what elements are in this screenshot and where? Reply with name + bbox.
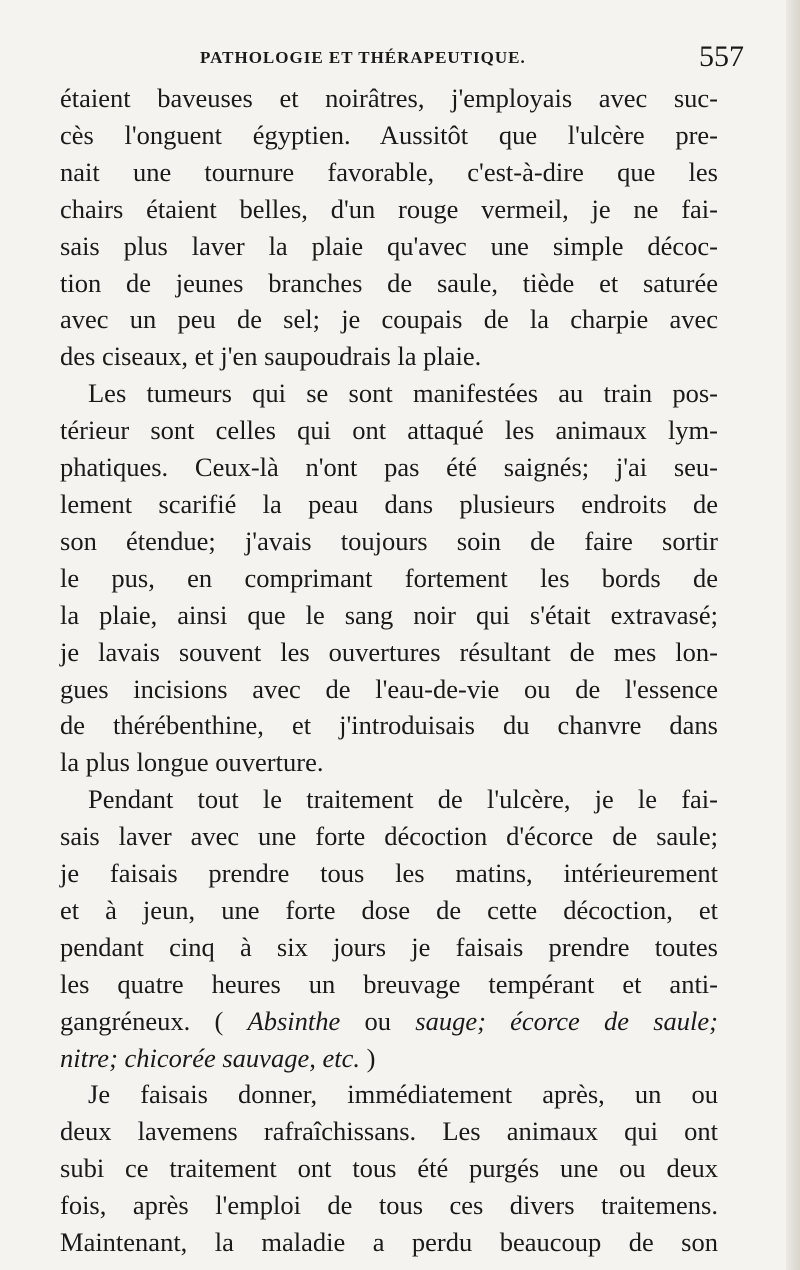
text-line: térieur sont celles qui ont attaqué les animaux lym- — [60, 415, 718, 446]
page-number: 557 — [699, 40, 744, 73]
text-line: étaient baveuses et noirâtres, j'employais avec suc- — [60, 83, 718, 113]
text-run: ou — [340, 1005, 416, 1036]
text-run: ) — [359, 1042, 376, 1073]
text-line: des ciseaux, et j'en saupoudrais la plaie. — [60, 341, 482, 372]
paragraph-4 — [60, 1076, 718, 1261]
text-line: fois, après l'emploi de tous ces divers traitemens. — [60, 1190, 718, 1221]
text-line: Pendant tout le traitement de l'ulcère, je le fai- — [88, 784, 718, 815]
text-line: son étendue; j'avais toujours soin de faire sortir — [60, 525, 718, 556]
paragraph-2 — [60, 375, 718, 781]
text-line: tion de jeunes branches de saule, tiède et saturée — [60, 267, 718, 298]
text-line-mixed — [60, 1040, 718, 1077]
italic-run: nitre; chicorée sauvage, etc. — [60, 1042, 360, 1073]
text-line: pendant cinq à six jours je faisais prendre toutes — [60, 931, 718, 962]
text-line: je faisais prendre tous les matins, intérieurement — [60, 858, 718, 889]
text-line: gues incisions avec de l'eau-de-vie ou de l'essence — [60, 673, 718, 704]
text-line: les quatre heures un breuvage tempérant et anti- — [60, 968, 718, 999]
body-text — [60, 80, 718, 1261]
running-head: PATHOLOGIE ET THÉRAPEUTIQUE. — [200, 48, 526, 67]
paragraph-3 — [60, 781, 718, 1076]
text-line: Je faisais donner, immédiatement après, un ou — [88, 1079, 718, 1110]
paragraph-1 — [60, 80, 718, 375]
page-gutter-shadow — [786, 0, 800, 1270]
text-line: chairs étaient belles, d'un rouge vermeil, je ne fai- — [60, 193, 718, 224]
italic-run: Absinthe — [247, 1005, 341, 1036]
text-line: sais plus laver la plaie qu'avec une simple décoc- — [60, 230, 718, 261]
text-line: je lavais souvent les ouvertures résultant de mes lon- — [60, 636, 718, 667]
text-line: avec un peu de sel; je coupais de la charpie avec — [60, 304, 718, 335]
text-line: et à jeun, une forte dose de cette décoction, et — [60, 894, 718, 925]
text-line: phatiques. Ceux-là n'ont pas été saignés; j'ai seu- — [60, 452, 718, 483]
italic-run: sauge; écorce de saule; — [415, 1005, 718, 1036]
text-line: Les tumeurs qui se sont manifestées au train pos- — [88, 378, 718, 409]
text-line: deux lavemens rafraîchissans. Les animaux qui ont — [60, 1116, 718, 1147]
text-line: cès l'onguent égyptien. Aussitôt que l'ulcère pre- — [60, 119, 718, 150]
text-line: la plus longue ouverture. — [60, 747, 324, 778]
text-line: le pus, en comprimant fortement les bords de — [60, 562, 718, 593]
text-line: nait une tournure favorable, c'est-à-dire que les — [60, 156, 718, 187]
text-line: Maintenant, la maladie a perdu beaucoup de son — [60, 1227, 718, 1258]
text-line: la plaie, ainsi que le sang noir qui s'était extravasé; — [60, 599, 718, 630]
text-line: lement scarifié la peau dans plusieurs endroits de — [60, 488, 718, 519]
text-run: gangréneux. ( — [60, 1005, 224, 1036]
text-line: de thérébenthine, et j'introduisais du chanvre dans — [60, 710, 718, 741]
text-line-mixed — [60, 1003, 718, 1040]
text-line: subi ce traitement ont tous été purgés une ou deux — [60, 1153, 718, 1184]
page-header — [60, 40, 744, 84]
text-line: sais laver avec une forte décoction d'écorce de saule; — [60, 821, 718, 852]
